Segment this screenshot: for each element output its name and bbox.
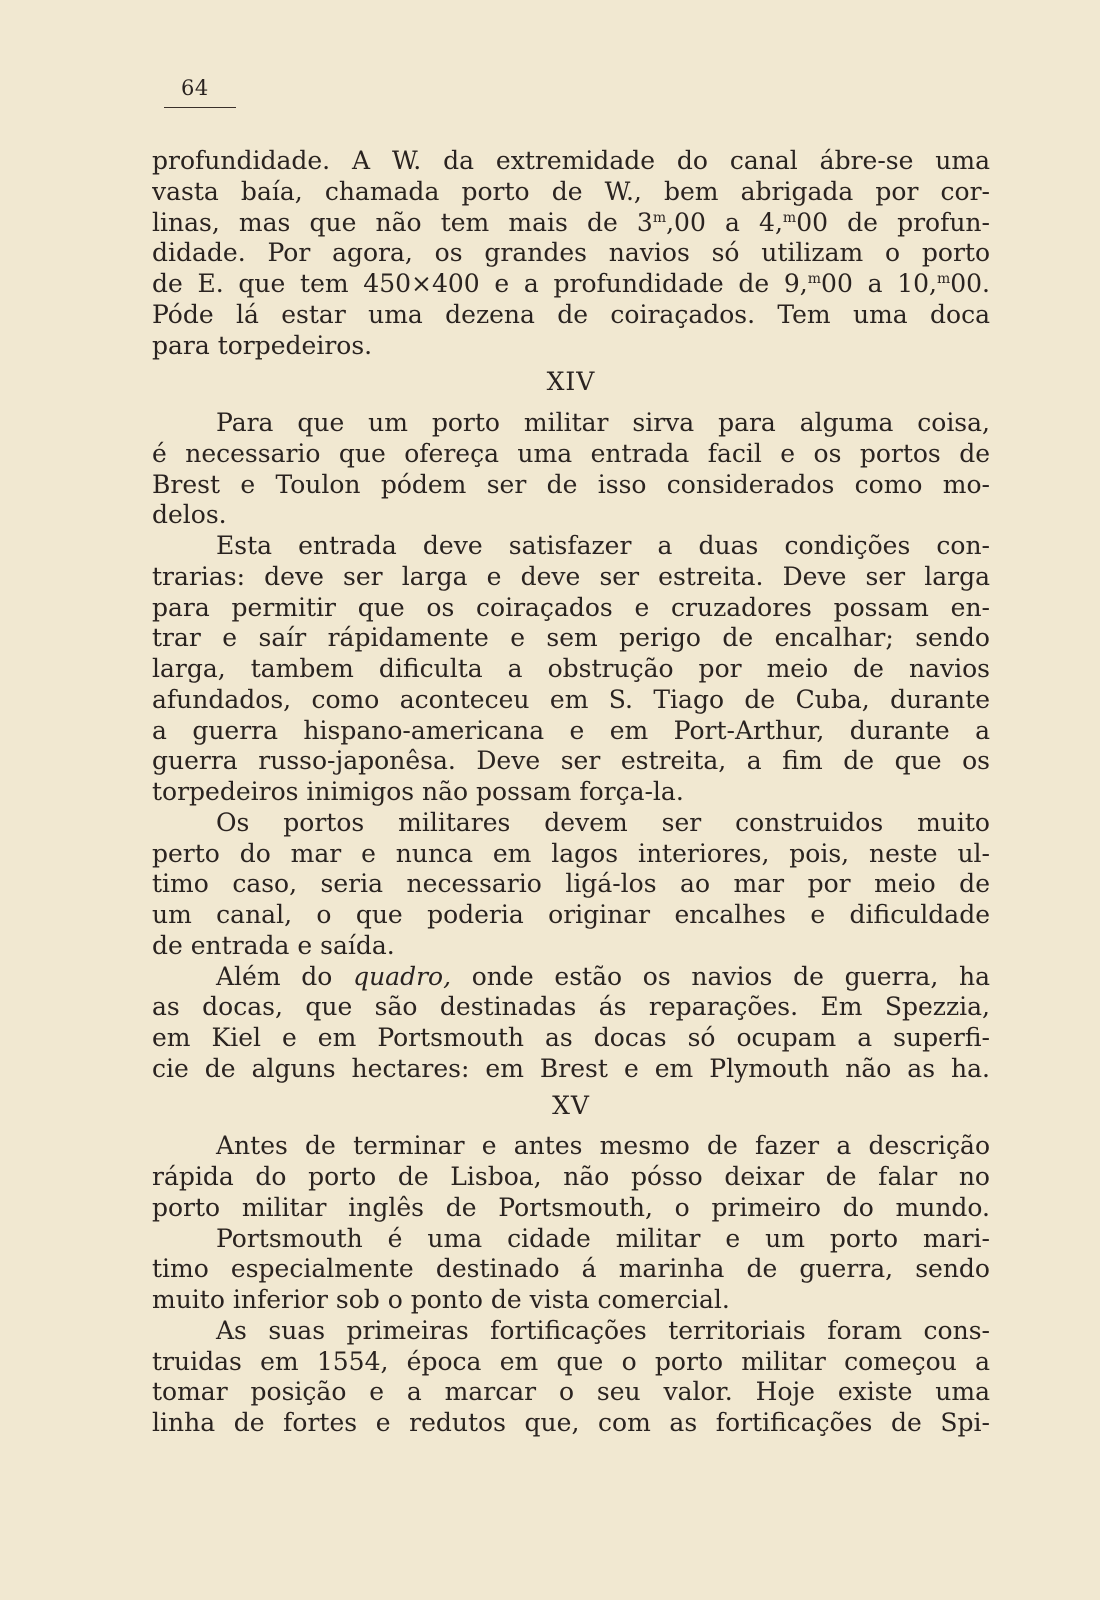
paragraph (152, 1224, 990, 1316)
text-line: um canal, o que poderia originar encalhes e dificuldade (152, 900, 990, 929)
text-line: em Kiel e em Portsmouth as docas só ocupam a superfi- (152, 1023, 990, 1052)
text-line: muito inferior sob o ponto de vista comercial. (152, 1285, 730, 1314)
text-fragment: Além do (216, 961, 354, 991)
text-line: afundados, como aconteceu em S. Tiago de Cuba, durante (152, 684, 990, 714)
text-line (152, 208, 990, 239)
section-heading-xv: XV (552, 1090, 590, 1120)
text-line: de entrada e saída. (152, 930, 395, 960)
paragraph (152, 808, 990, 962)
text-line: para torpedeiros. (152, 330, 373, 360)
text-line: Antes de terminar e antes mesmo de fazer a descrição (216, 1131, 990, 1161)
paragraph (152, 1316, 990, 1439)
page-number-rule (164, 107, 236, 108)
text-line: cie de alguns hectares: em Brest e em Plymouth não as ha. (152, 1053, 990, 1083)
section-heading-xiv: XIV (546, 367, 596, 397)
text-fragment: 00 de profun- (796, 207, 990, 237)
text-line: linha de fortes e redutos que, com as fortificações de Spi- (152, 1408, 990, 1437)
text-line: para permitir que os coiraçados e cruzadores possam en- (152, 592, 990, 622)
text-line: Brest e Toulon pódem ser de isso considerados como mo- (152, 469, 990, 499)
text-line: Portsmouth é uma cidade militar e um porto mari- (216, 1223, 990, 1253)
text-line: Póde lá estar uma dezena de coiraçados. Tem uma doca (152, 299, 990, 329)
text-fragment: 00. (950, 269, 990, 298)
unit-superscript: m (652, 209, 667, 226)
paragraph (152, 962, 990, 1085)
text-line: vasta baía, chamada porto de W., bem abrigada por cor- (152, 176, 990, 206)
text-line: trarias: deve ser larga e deve ser estreita. Deve ser larga (152, 561, 990, 591)
text-line: timo especialmente destinado á marinha de guerra, sendo (152, 1254, 990, 1284)
page-number: 64 (181, 76, 209, 100)
paragraph-continuation (152, 146, 990, 361)
text-line: Os portos militares devem ser construidos muito (216, 807, 990, 837)
text-line: torpedeiros inimigos não possam força-la. (152, 777, 684, 806)
text-line: As suas primeiras fortificações territoriais foram cons- (216, 1315, 990, 1345)
paragraph (152, 1131, 990, 1223)
unit-superscript: m (782, 209, 797, 226)
text-line: é necessario que ofereça uma entrada facil e os portos de (152, 438, 990, 468)
text-fragment: de E. que tem 450×400 e a profundidade de 9, (152, 269, 808, 298)
text-line: perto do mar e nunca em lagos interiores, pois, neste ul- (152, 838, 990, 868)
text-line: a guerra hispano-americana e em Port-Arthur, durante a (152, 715, 990, 745)
text-line: porto militar inglês de Portsmouth, o primeiro do mundo. (152, 1192, 990, 1222)
body-text (152, 146, 990, 1439)
text-fragment: onde estão os navios de guerra, ha (451, 961, 990, 991)
text-fragment: ,00 a 4, (666, 207, 783, 237)
unit-superscript: m (807, 271, 822, 287)
text-line: as docas, que são destinadas ás reparações. Em Spezzia, (152, 992, 990, 1022)
text-line: didade. Por agora, os grandes navios só utilizam o porto (152, 238, 990, 268)
paragraph (152, 408, 990, 531)
text-fragment: linas, mas que não tem mais de 3 (152, 207, 653, 237)
italic-term: quadro, (353, 961, 452, 991)
text-line: timo caso, seria necessario ligá-los ao mar por meio de (152, 869, 990, 899)
text-line: truidas em 1554, época em que o porto militar começou a (152, 1346, 990, 1376)
text-line: Esta entrada deve satisfazer a duas condições con- (216, 531, 990, 560)
text-line (152, 269, 990, 300)
text-line: trar e saír rápidamente e sem perigo de encalhar; sendo (152, 623, 990, 653)
text-line: rápida do porto de Lisboa, não pósso deixar de falar no (152, 1162, 990, 1191)
paragraph (152, 531, 990, 808)
text-line: Para que um porto militar sirva para alguma coisa, (216, 408, 990, 437)
text-line: larga, tambem dificulta a obstrução por meio de navios (152, 654, 990, 683)
text-line: guerra russo-japonêsa. Deve ser estreita, a fim de que os (152, 746, 990, 776)
text-line: delos. (152, 500, 227, 530)
text-line (152, 962, 990, 993)
text-line: profundidade. A W. da extremidade do canal ábre-se uma (152, 146, 990, 175)
text-fragment: 00 a 10, (821, 269, 937, 298)
unit-superscript: m (936, 271, 951, 287)
text-line: tomar posição e a marcar o seu valor. Hoje existe uma (152, 1377, 990, 1407)
